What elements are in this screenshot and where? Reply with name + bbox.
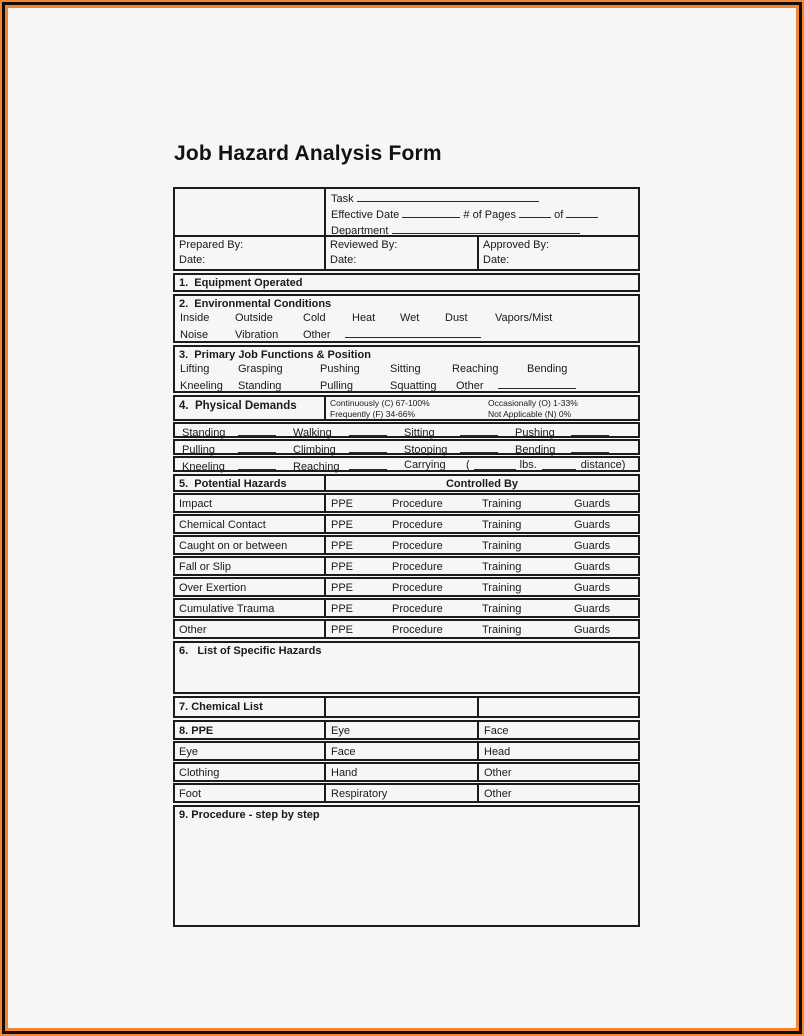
- ppe-cell: Eye: [326, 722, 479, 738]
- jha-form: [173, 187, 640, 927]
- pages-of-blank-line: [566, 207, 598, 218]
- condition-wet: Wet: [400, 312, 420, 324]
- hazard-name: Caught on or between: [175, 537, 326, 553]
- chemical-list-cell-3: [479, 698, 638, 716]
- hazard-row-caught-on-or-between: [173, 535, 640, 555]
- control-training: Training: [482, 603, 522, 615]
- section-3-title: 3. Primary Job Functions & Position: [179, 349, 371, 361]
- demand-reaching: Reaching: [293, 461, 340, 473]
- section-4-title: 4. Physical Demands: [175, 397, 326, 419]
- control-ppe: PPE: [331, 519, 354, 531]
- condition-other-blank-line: [345, 327, 481, 338]
- function-grasping: Grasping: [238, 363, 283, 375]
- function-other: Other: [456, 380, 484, 392]
- section-2-title: 2. Environmental Conditions: [179, 298, 332, 310]
- department-label: Department: [331, 225, 389, 237]
- carrying-distance-label: distance): [580, 459, 626, 471]
- section-5-title: 5. Potential Hazards: [175, 476, 326, 490]
- hazard-controls: [326, 621, 638, 637]
- header-task-row: [175, 189, 638, 237]
- demand-sitting: Sitting: [404, 427, 435, 439]
- job-functions-row-1: [175, 362, 638, 378]
- demand-climbing-blank: [349, 442, 387, 453]
- condition-dust: Dust: [445, 312, 468, 324]
- reviewed-by-label: Reviewed By:: [330, 239, 398, 251]
- legend-left-column: [330, 398, 488, 419]
- demand-climbing: Climbing: [293, 444, 336, 456]
- control-ppe: PPE: [331, 561, 354, 573]
- ppe-row-4: [173, 783, 640, 803]
- section-9-title: 9. Procedure - step by step: [179, 809, 320, 821]
- hazard-controls: [326, 516, 638, 532]
- control-training: Training: [482, 540, 522, 552]
- demand-walking: Walking: [293, 427, 332, 439]
- control-guards: Guards: [574, 624, 611, 636]
- ppe-cell: Face: [484, 725, 509, 737]
- section-6-title: 6. List of Specific Hazards: [179, 645, 322, 657]
- hazard-controls: [326, 537, 638, 553]
- section-4-physical-demands: [173, 395, 640, 421]
- control-procedure: Procedure: [392, 519, 443, 531]
- physical-demands-row-3: [173, 456, 640, 472]
- approved-by-label: Approved By:: [483, 239, 550, 251]
- demand-carrying: Carrying: [404, 459, 446, 471]
- demand-kneeling-blank: [238, 459, 276, 470]
- hazard-row-impact: [173, 493, 640, 513]
- physical-demands-legend: [326, 397, 638, 419]
- section-8-ppe-header-row: [173, 720, 640, 740]
- approved-date-label: Date:: [483, 254, 510, 266]
- ppe-cell: Other: [484, 788, 512, 800]
- prepared-by-label: Prepared By:: [179, 239, 244, 251]
- control-guards: Guards: [574, 540, 611, 552]
- control-procedure: Procedure: [392, 603, 443, 615]
- function-squatting: Squatting: [390, 380, 437, 392]
- control-procedure: Procedure: [392, 561, 443, 573]
- ppe-cell: Respiratory: [326, 785, 479, 801]
- function-standing: Standing: [238, 380, 282, 392]
- condition-other: Other: [303, 329, 331, 341]
- demand-walking-blank: [349, 425, 387, 436]
- section-3-primary-job-functions: [173, 345, 640, 393]
- legend-right-column: [488, 398, 578, 419]
- demand-pushing: Pushing: [515, 427, 555, 439]
- control-training: Training: [482, 561, 522, 573]
- control-procedure: Procedure: [392, 582, 443, 594]
- hazard-row-fall-or-slip: [173, 556, 640, 576]
- demand-pushing-blank: [571, 425, 609, 436]
- demand-stooping-blank: [460, 442, 498, 453]
- section-6-list-of-specific-hazards: [173, 641, 640, 694]
- effective-date-label: Effective Date: [331, 209, 400, 221]
- legend-frequently: Frequently (F) 34-66%: [330, 409, 416, 419]
- carrying-lbs-label: lbs.: [519, 459, 537, 471]
- demand-kneeling: Kneeling: [182, 461, 225, 473]
- section-8-title: 8. PPE: [175, 722, 326, 738]
- page-title: Job Hazard Analysis Form: [174, 142, 442, 165]
- function-bending: Bending: [527, 363, 568, 375]
- condition-noise: Noise: [180, 329, 209, 341]
- section-1-title: 1. Equipment Operated: [179, 277, 303, 289]
- condition-inside: Inside: [180, 312, 210, 324]
- ppe-cell: Other: [484, 767, 512, 779]
- section-7-title: 7. Chemical List: [175, 698, 326, 716]
- control-procedure: Procedure: [392, 498, 443, 510]
- section-1-equipment-operated: [173, 273, 640, 292]
- section-2-environmental-conditions: [173, 294, 640, 343]
- hazard-controls: [326, 495, 638, 511]
- section-9-procedure-step-by-step: [173, 805, 640, 927]
- physical-demands-row-1: [173, 422, 640, 438]
- job-functions-row-2: [175, 378, 638, 395]
- document-page: [8, 8, 796, 1028]
- pages-blank-line: [519, 207, 551, 218]
- function-sitting: Sitting: [390, 363, 421, 375]
- pages-label: # of Pages: [463, 209, 516, 221]
- prepared-by-cell: [175, 237, 326, 269]
- header-signature-row: [175, 237, 638, 269]
- hazard-row-over-exertion: [173, 577, 640, 597]
- control-guards: Guards: [574, 603, 611, 615]
- hazard-row-cumulative-trauma: [173, 598, 640, 618]
- demand-standing: Standing: [182, 427, 226, 439]
- control-training: Training: [482, 582, 522, 594]
- department-blank-line: [392, 223, 580, 234]
- control-guards: Guards: [574, 498, 611, 510]
- section-7-chemical-list: [173, 696, 640, 718]
- function-other-blank-line: [498, 378, 576, 389]
- control-training: Training: [482, 624, 522, 636]
- environmental-conditions-row-2: [175, 327, 638, 344]
- legend-continuously: Continuously (C) 67-100%: [330, 398, 430, 408]
- carrying-lbs-blank: [474, 459, 516, 470]
- effective-date-blank-line: [402, 207, 460, 218]
- hazard-name: Other: [175, 621, 326, 637]
- hazard-controls: [326, 600, 638, 616]
- ppe-row-3: [173, 762, 640, 782]
- function-pushing: Pushing: [320, 363, 360, 375]
- hazard-name: Over Exertion: [175, 579, 326, 595]
- control-guards: Guards: [574, 519, 611, 531]
- function-kneeling: Kneeling: [180, 380, 223, 392]
- ppe-cell: Hand: [326, 764, 479, 780]
- hazard-row-chemical-contact: [173, 514, 640, 534]
- environmental-conditions-row-1: [175, 311, 638, 327]
- legend-not-applicable: Not Applicable (N) 0%: [488, 409, 572, 419]
- prepared-date-label: Date:: [179, 254, 206, 266]
- condition-vibration: Vibration: [235, 329, 279, 341]
- section-5-potential-hazards: [173, 474, 640, 492]
- demand-stooping: Stooping: [404, 444, 448, 456]
- control-training: Training: [482, 519, 522, 531]
- hazard-controls: [326, 558, 638, 574]
- task-label: Task: [331, 193, 354, 205]
- demand-pulling: Pulling: [182, 444, 216, 456]
- control-ppe: PPE: [331, 624, 354, 636]
- control-ppe: PPE: [331, 498, 354, 510]
- carrying-paren-open: (: [466, 459, 470, 471]
- ppe-cell: Eye: [175, 743, 326, 759]
- hazard-row-other: [173, 619, 640, 639]
- ppe-cell: Head: [484, 746, 511, 758]
- condition-heat: Heat: [352, 312, 376, 324]
- function-reaching: Reaching: [452, 363, 499, 375]
- function-pulling: Pulling: [320, 380, 354, 392]
- hazard-name: Impact: [175, 495, 326, 511]
- of-label: of: [554, 209, 564, 221]
- ppe-cell: Foot: [175, 785, 326, 801]
- control-ppe: PPE: [331, 540, 354, 552]
- ppe-cell: Clothing: [175, 764, 326, 780]
- control-training: Training: [482, 498, 522, 510]
- control-procedure: Procedure: [392, 540, 443, 552]
- demand-bending-blank: [571, 442, 609, 453]
- reviewed-by-cell: [326, 237, 479, 269]
- task-blank-line: [357, 191, 539, 202]
- header-table: [173, 187, 640, 271]
- function-lifting: Lifting: [180, 363, 210, 375]
- demand-pulling-blank: [238, 442, 276, 453]
- ppe-row-2: [173, 741, 640, 761]
- condition-outside: Outside: [235, 312, 273, 324]
- carrying-distance-blank: [542, 459, 576, 470]
- hazard-controls: [326, 579, 638, 595]
- control-ppe: PPE: [331, 603, 354, 615]
- demand-bending: Bending: [515, 444, 556, 456]
- condition-vapors-mist: Vapors/Mist: [495, 312, 553, 324]
- chemical-list-cell-2: [326, 698, 479, 716]
- header-empty-cell: [175, 189, 326, 235]
- controlled-by-header: Controlled By: [445, 478, 519, 490]
- reviewed-date-label: Date:: [330, 254, 357, 266]
- ppe-cell: Face: [326, 743, 479, 759]
- inner-black-frame: [2, 2, 802, 1034]
- control-ppe: PPE: [331, 582, 354, 594]
- demand-sitting-blank: [460, 425, 498, 436]
- demand-standing-blank: [238, 425, 276, 436]
- hazard-name: Fall or Slip: [175, 558, 326, 574]
- legend-occasionally: Occasionally (O) 1-33%: [488, 398, 578, 408]
- control-guards: Guards: [574, 582, 611, 594]
- approved-by-cell: [479, 237, 638, 269]
- control-procedure: Procedure: [392, 624, 443, 636]
- hazard-name: Cumulative Trauma: [175, 600, 326, 616]
- hazard-name: Chemical Contact: [175, 516, 326, 532]
- header-task-cell: [326, 189, 638, 235]
- physical-demands-row-2: [173, 439, 640, 455]
- condition-cold: Cold: [303, 312, 326, 324]
- control-guards: Guards: [574, 561, 611, 573]
- demand-reaching-blank: [349, 459, 387, 470]
